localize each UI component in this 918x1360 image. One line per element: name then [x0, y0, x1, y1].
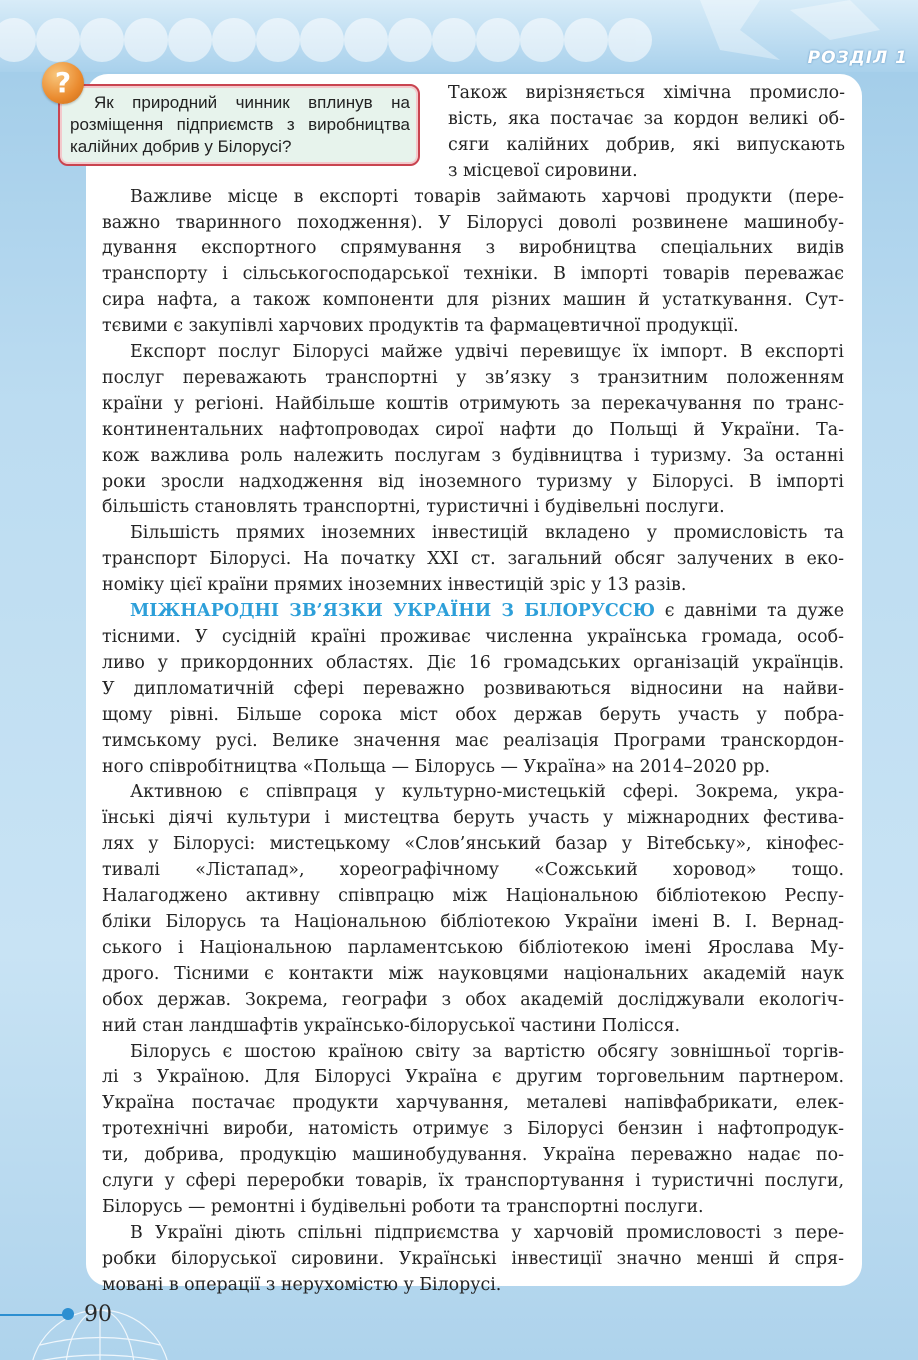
text-line: транспорту і сільськогосподарської техніки. В імпорті товарів переважає [102, 264, 844, 285]
text-line: обох держав. Зокрема, географи з обох академій досліджували екологіч- [102, 989, 844, 1010]
header-bubbles-decoration [0, 0, 918, 72]
text-line: роки зросли надходження від іноземного туризму у Білорусі. В імпорті [102, 471, 844, 492]
body-text [102, 185, 844, 1299]
text-line: тісними. У сусідній країні проживає численна українська громада, особ- [102, 627, 844, 647]
text-line: Також вирізняється хімічна промисло- [448, 83, 845, 103]
text-line: важно тваринного походження). У Білорусі доволі розвинене машинобу- [102, 212, 844, 233]
bubbles-pattern-icon [0, 0, 918, 72]
text-line: слуги у сфері переробки товарів, їх транспортування і туристичні послуги, [102, 1171, 844, 1192]
text-line: дрого. Тісними є контакти між науковцями національних академій наук [102, 963, 844, 984]
text-line: ний стан ландшафтів українсько-білоруської частини Полісся. [102, 1015, 680, 1036]
text-line: Активною є співпраця у культурно-мистецькій сфері. Зокрема, укра- [130, 782, 844, 803]
text-line: ливо у прикордонних областях. Діє 16 громадських організацій українців. [102, 652, 844, 673]
text-line: континентальних нафтопроводах сирої нафти до Польщі й України. Та- [102, 419, 844, 440]
text-line: тимському русі. Велике значення має реалізація Програми транскордон- [102, 730, 844, 751]
text-line: дування експортного спрямування з виробництва спеціальних видів [102, 238, 844, 259]
text-line: ського і Національною парламентською бібліотекою імені Ярослава Му- [102, 937, 844, 958]
text-line: їнські діячі культури і мистецтва беруть участь у міжнародних фестива- [102, 808, 844, 829]
text-line: ного співробітництва «Польща — Білорусь — Україна» на 2014–2020 рр. [102, 756, 771, 777]
text-line: Налагоджено активну співпрацю між Національною бібліотекою Респу- [102, 886, 844, 907]
page-number: 90 [84, 1302, 112, 1327]
text-line: лі з Україною. Для Білорусі Україна є другим торговельним партнером. [102, 1067, 844, 1088]
text-line: більшість становлять транспортні, туристичні і будівельні послуги. [102, 497, 725, 518]
question-line: калійних добрив у Білорусі? [70, 137, 292, 156]
text-line: Більшість прямих іноземних інвестицій вкладено у промисловість та [130, 523, 844, 544]
page-number-dot [62, 1308, 74, 1320]
text-line: тивалі «Лістапад», хореографічному «Сожський хоровод» тощо. [102, 860, 844, 881]
text-line: ти, добрива, продукцію машинобудування. Україна переважно надає по- [102, 1145, 844, 1166]
section-label: РОЗДІЛ 1 [807, 48, 908, 68]
section-heading: МІЖНАРОДНІ ЗВ’ЯЗКИ УКРАЇНИ З БІЛОРУССЮ [130, 601, 655, 622]
text-line: Україна постачає продукти харчування, металеві напівфабрикати, елек- [102, 1093, 844, 1114]
text-line: тєвими є закупівлі харчових продуктів та фармацевтичної продукції. [102, 316, 739, 337]
text-line: бліки Білорусь та Національною бібліотекою України імені В. І. Вернад- [102, 911, 844, 932]
text-line: з місцевої сировини. [448, 160, 638, 181]
text-line: сира нафта, а також компоненти для різних машин й устаткування. Сут- [102, 290, 844, 311]
paragraph-export [102, 185, 844, 340]
text-line: Білорусь є шостою країною світу за вартістю обсягу зовнішньої торгів- [130, 1041, 844, 1062]
side-paragraph [448, 81, 845, 185]
paragraph-joint-ventures [102, 1221, 844, 1299]
paragraph-culture [102, 780, 844, 1039]
text-line: В Україні діють спільні підприємства у харчовій промисловості з пере- [130, 1222, 844, 1243]
text-line: мовані в операції з нерухомістю у Білорусі. [102, 1274, 502, 1295]
text-line: вість, яка постачає за кордон великі об- [448, 108, 845, 129]
text-line: послуг переважають транспортні у зв’язку з транзитним положенням [102, 367, 844, 388]
text-line: сяги калійних добрив, які випускають [448, 134, 845, 155]
text-line: У дипломатичній сфері переважно розвиваються відносини на найви- [102, 678, 844, 699]
text-line: Експорт послуг Білорусі майже удвічі перевищує їх імпорт. В експорті [130, 342, 844, 363]
question-box [58, 84, 420, 166]
text-line: Білорусь — ремонтні і будівельні роботи та транспортні послуги. [102, 1196, 704, 1217]
text-line: Важливе місце в експорті товарів займають харчові продукти (пере- [130, 186, 844, 207]
page-number-rule [0, 1314, 66, 1316]
question-mark-icon: ? [42, 62, 84, 104]
text-line: кож важлива роль належить послугам з будівництва і туризму. За останні [102, 445, 844, 466]
text-line: лях у Білорусі: мистецькому «Слов’янський базар у Вітебську», кінофес- [102, 834, 844, 855]
text-line: щому рівні. Більше сорока міст обох держав беруть участь у побра- [102, 704, 844, 725]
question-line: Як природний чинник вплинув на [94, 93, 410, 112]
text-line: номіку цієї країни прямих іноземних інвестицій зріс у 13 разів. [102, 575, 687, 596]
question-line: розміщення підприємств з виробництва [70, 115, 410, 134]
text-line: робки білоруської сировини. Українські інвестиції значно менші й спря- [102, 1248, 844, 1269]
text-line: тротехнічні вироби, натомість отримує з Білорусі бензин і нафтопродук- [102, 1119, 844, 1140]
text-line [102, 599, 844, 625]
paragraph-trade [102, 1040, 844, 1221]
text-line: транспорт Білорусі. На початку XXI ст. загальний обсяг залучених в еко- [102, 549, 844, 570]
paragraph-relations [102, 599, 844, 780]
heading-continuation: є давніми та дуже [654, 601, 844, 622]
paragraph-services [102, 340, 844, 521]
text-line: країни у регіоні. Найбільше коштів отримують за перекачування по транс- [102, 393, 844, 414]
paragraph-investments [102, 521, 844, 599]
